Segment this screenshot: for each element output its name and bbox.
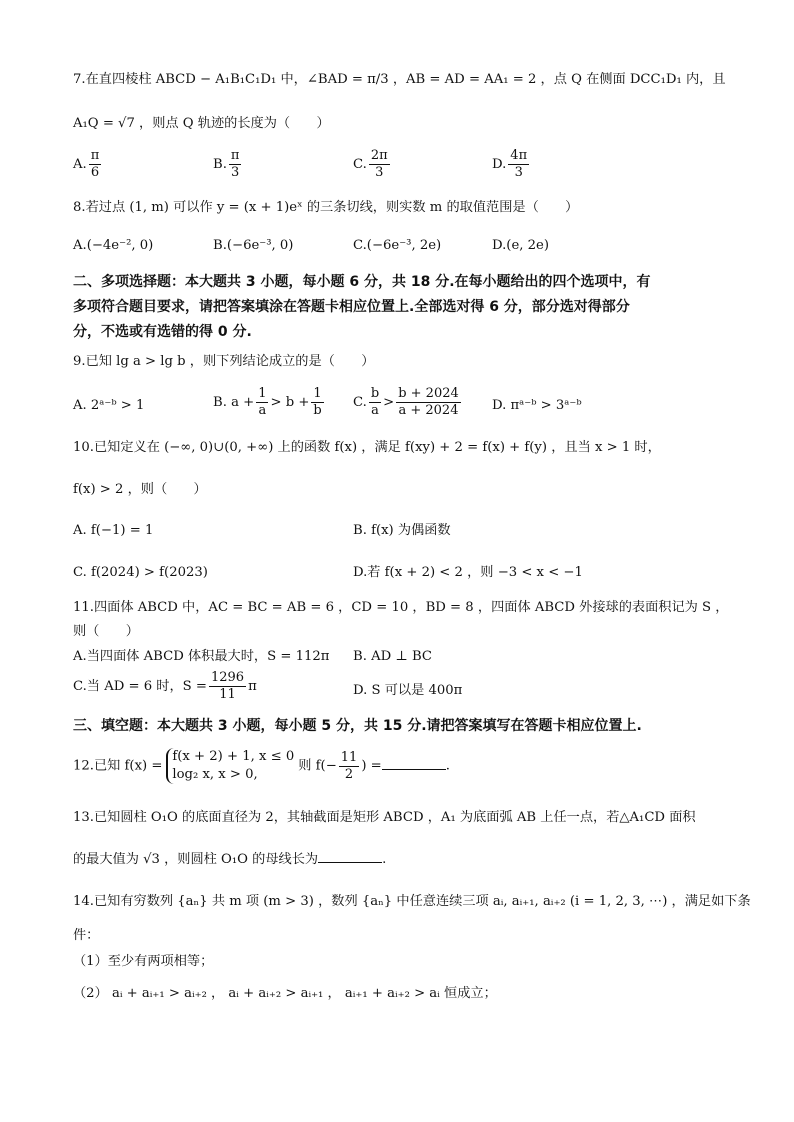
section2-heading-line3: 分，不选或有选错的得 0 分. xyxy=(73,324,252,340)
q10-line1: 10.已知定义在 (−∞, 0)∪(0, +∞) 上的函数 f(x) ，满足 f(xy) + 2 = f(x) + f(y) ，且当 x > 1 时， xyxy=(73,440,661,455)
q10-option-d: D.若 f(x + 2) < 2 ，则 −3 < x < −1 xyxy=(353,565,583,580)
q8-option-a: A.(−4e⁻², 0) xyxy=(73,238,154,253)
q9-line1: 9.已知 lg a > lg b ，则下列结论成立的是（ ） xyxy=(73,354,375,369)
section2-heading-line2: 多项符合题目要求，请把答案填涂在答题卡相应位置上.全部选对得 6 分，部分选对得部分 xyxy=(73,299,630,315)
q7-line2: A₁Q = √7 ，则点 Q 轨迹的长度为（ ） xyxy=(73,116,330,131)
q10-line2: f(x) > 2 ，则（ ） xyxy=(73,482,207,497)
q14-line1: 14.已知有穷数列 {aₙ} 共 m 项 (m > 3) ，数列 {aₙ} 中任意连续三项 aᵢ, aᵢ₊₁, aᵢ₊₂ (i = 1, 2, 3, ⋯) ，满足如下条 xyxy=(73,894,751,909)
section3-heading: 三、填空题：本大题共 3 小题，每小题 5 分，共 15 分.请把答案填写在答题卡相应位置上. xyxy=(73,718,642,734)
q7-option-a: A. $\frac{\pi}{6}$ xyxy=(73,148,100,180)
piecewise-brace: f(x + 2) + 1, x ≤ 0 log₂ x, x > 0, xyxy=(166,748,294,784)
q12-answer-blank[interactable] xyxy=(382,757,446,770)
q9-option-c: C. $\frac{b}{a}$ > $\frac{b + 2024}{a + 2024}$ xyxy=(353,386,459,418)
q14-condition-1: （1）至少有两项相等； xyxy=(73,954,214,969)
q11-line1: 11.四面体 ABCD 中，AC = BC = AB = 6 ，CD = 10 ，BD = 8 ，四面体 ABCD 外接球的表面积记为 S ， xyxy=(73,600,729,615)
q13-line1: 13.已知圆柱 O₁O 的底面直径为 2，其轴截面是矩形 ABCD ，A₁ 为底面弧 AB 上任一点，若△A₁CD 面积 xyxy=(73,810,696,825)
q7-option-b: B. $\frac{\pi}{3}$ xyxy=(213,148,240,180)
q8-line1: 8.若过点 (1, m) 可以作 y = (x + 1)eˣ 的三条切线，则实数 m 的取值范围是（ ） xyxy=(73,200,579,215)
q9-option-a: A. 2ᵃ⁻ᵇ > 1 xyxy=(73,398,145,413)
q12-line: 12.已知 f(x) = f(x + 2) + 1, x ≤ 0 log₂ x, x > 0, 则 f(− $\frac{11}{2}$ ) = . xyxy=(73,749,450,782)
q11-line2: 则（ ） xyxy=(73,624,139,639)
q10-option-c: C. f(2024) > f(2023) xyxy=(73,565,208,580)
q7-option-d: D. $\frac{4\pi}{3}$ xyxy=(492,148,528,180)
q9-option-b: B. a + $\frac{1}{a}$ > b + $\frac{1}{b}$ xyxy=(213,386,322,418)
q11-option-c: C.当 AD = 6 时，S = $\frac{1296}{11}$ π xyxy=(73,670,257,702)
q10-option-a: A. f(−1) = 1 xyxy=(73,523,154,538)
q10-option-b: B. f(x) 为偶函数 xyxy=(353,523,451,538)
q8-option-b: B.(−6e⁻³, 0) xyxy=(213,238,294,253)
q8-option-c: C.(−6e⁻³, 2e) xyxy=(353,238,442,253)
q14-condition-2: （2） aᵢ + aᵢ₊₁ > aᵢ₊₂ ， aᵢ + aᵢ₊₂ > aᵢ₊₁ ， aᵢ₊₁ + aᵢ₊₂ > aᵢ 恒成立； xyxy=(73,986,497,1001)
q9-option-d: D. πᵃ⁻ᵇ > 3ᵃ⁻ᵇ xyxy=(492,398,582,413)
section2-heading-line1: 二、多项选择题：本大题共 3 小题，每小题 6 分，共 18 分.在每小题给出的四个选项中，有 xyxy=(73,274,651,290)
q11-option-b: B. AD ⊥ BC xyxy=(353,649,432,664)
q13-answer-blank[interactable] xyxy=(318,850,382,863)
q11-option-d: D. S 可以是 400π xyxy=(353,683,463,698)
q7-line1: 7.在直四棱柱 ABCD − A₁B₁C₁D₁ 中，∠BAD = π/3 ，AB = AD = AA₁ = 2 ，点 Q 在侧面 DCC₁D₁ 内，且 xyxy=(73,72,726,87)
q8-option-d: D.(e, 2e) xyxy=(492,238,549,253)
q14-line2: 件： xyxy=(73,928,100,943)
q11-option-a: A.当四面体 ABCD 体积最大时，S = 112π xyxy=(73,649,330,664)
q13-line2: 的最大值为 √3 ，则圆柱 O₁O 的母线长为 . xyxy=(73,852,387,867)
q7-option-c: C. $\frac{2\pi}{3}$ xyxy=(353,148,388,180)
